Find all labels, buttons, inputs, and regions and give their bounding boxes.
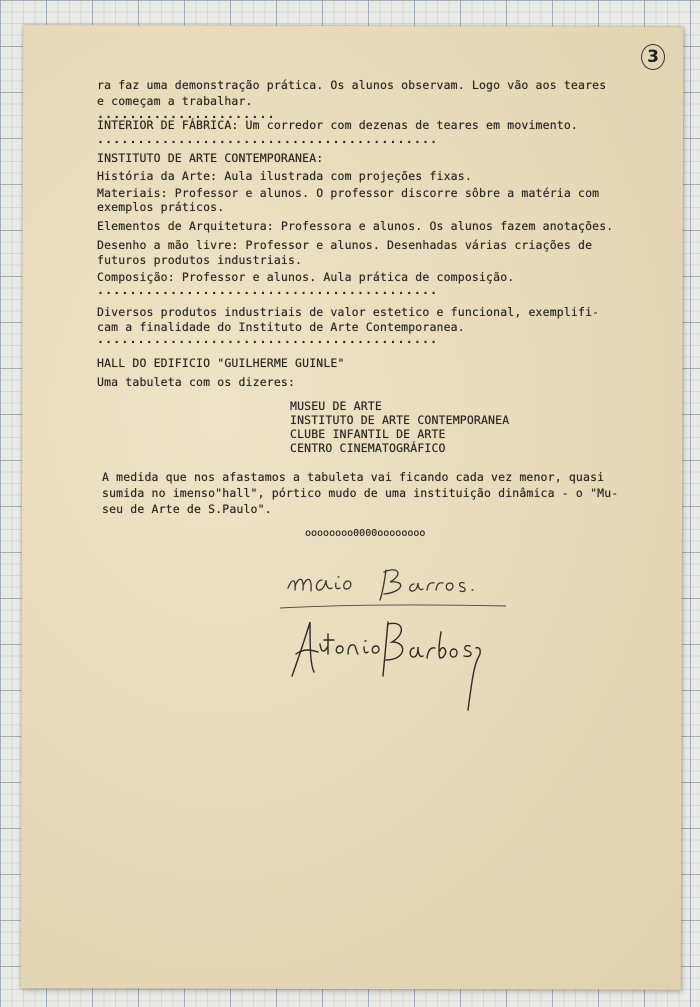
text-line: ra faz uma demonstração prática. Os alunos observam. Logo vão aos teares [97, 78, 607, 92]
signature-antonio-barbosa [288, 614, 488, 714]
separator-dots: .......................................... [97, 332, 439, 346]
scene-heading: HALL DO EDIFICIO "GUILHERME GUINLE" [97, 356, 345, 370]
separator-dots: .......................................... [97, 132, 439, 146]
text-line: A medida que nos afastamos a tabuleta vai ficando cada vez menor, quasi [102, 470, 605, 484]
text-line: sumida no imenso"hall", pórtico mudo de uma instituição dinâmica - o "Mu- [102, 486, 619, 500]
text-line: exemplos práticos. [97, 200, 225, 214]
signature-mario-barros [278, 560, 508, 612]
text-line: Diversos produtos industriais de valor estetico e funcional, exemplifi- [97, 305, 600, 319]
text-line: História da Arte: Aula ilustrada com projeções fixas. [97, 169, 472, 183]
text-line: Desenho a mão livre: Professor e alunos. Desenhadas várias criações de [97, 238, 593, 252]
tablet-line: CENTRO CINEMATOGRÁFICO [290, 441, 446, 455]
tablet-line: INSTITUTO DE ARTE CONTEMPORANEA [290, 413, 510, 427]
end-marker: oooooooo0000oooooooo [305, 528, 426, 539]
tablet-line: MUSEU DE ARTE [290, 399, 382, 413]
text-line: cam a finalidade do Instituto de Arte Contemporanea. [97, 320, 465, 334]
text-line: Elementos de Arquitetura: Professora e alunos. Os alunos fazem anotações. [97, 219, 614, 233]
text-line: Uma tabuleta com os dizeres: [97, 375, 296, 389]
page-number: 3 [641, 44, 665, 70]
text-line: futuros produtos industriais. [97, 253, 303, 267]
scene-heading: INSTITUTO DE ARTE CONTEMPORANEA: [97, 151, 324, 165]
text-line: Composição: Professor e alunos. Aula prática de composição. [97, 270, 515, 284]
tablet-line: CLUBE INFANTIL DE ARTE [290, 427, 446, 441]
text-line: Materiais: Professor e alunos. O professor discorre sôbre a matéria com [97, 186, 600, 200]
text-line: e começam a trabalhar. [97, 94, 253, 108]
separator-dots: .......................................... [97, 283, 439, 297]
separator-dots: ...................... [97, 107, 276, 121]
scene-heading: INTERIOR DE FÁBRICA: Um corredor com dezenas de teares em movimento. [97, 118, 579, 132]
text-line: seu de Arte de S.Paulo". [102, 502, 272, 516]
